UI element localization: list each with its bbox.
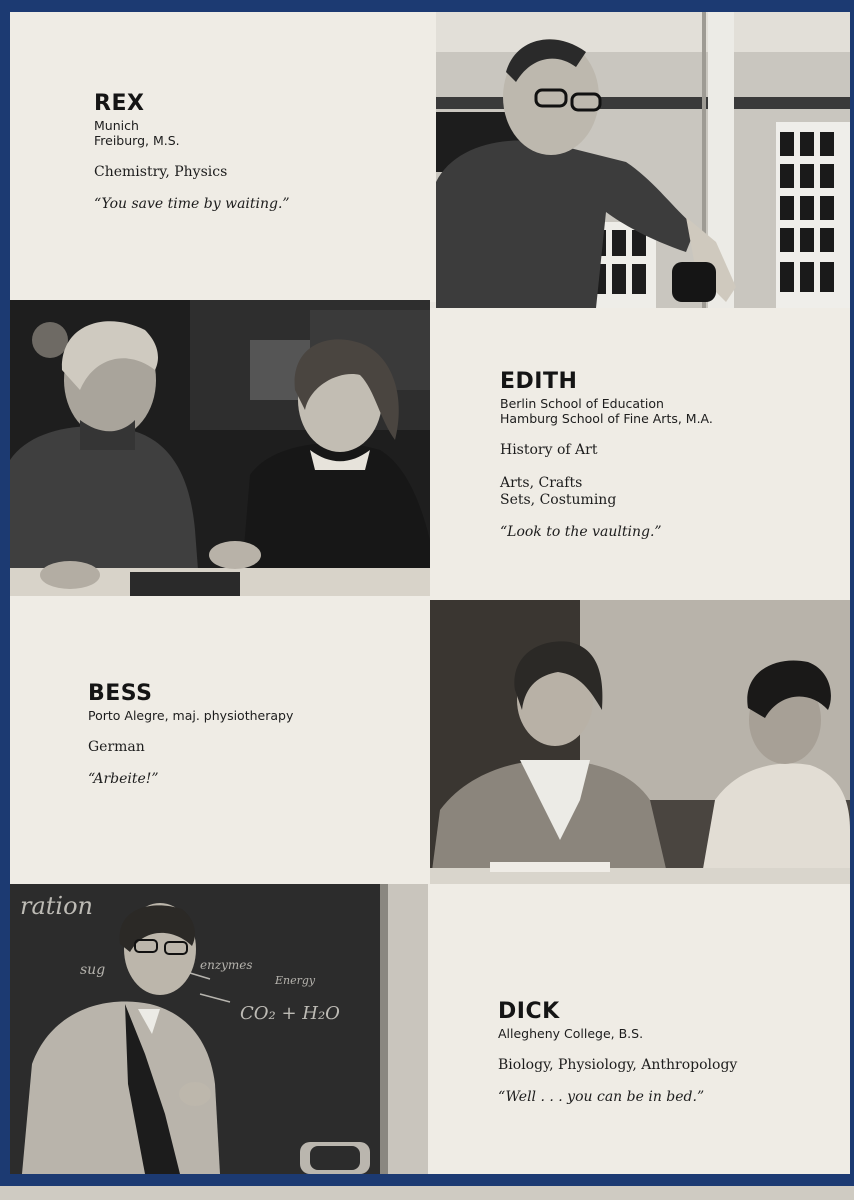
teacher-detail: Hamburg School of Fine Arts, M.A. [500, 411, 713, 426]
bess-text-panel [10, 596, 430, 884]
rex-text-panel [10, 12, 436, 302]
yearbook-page [10, 12, 850, 1174]
teacher-quote: “Well . . . you can be in bed.” [498, 1089, 705, 1105]
blackboard-text: Energy [275, 974, 316, 987]
teacher-subjects: Arts, Crafts [500, 475, 583, 491]
edith-text-panel [430, 308, 850, 600]
teacher-quote: “Arbeite!” [88, 771, 159, 787]
teacher-name: BESS [88, 681, 153, 706]
bess-photo-image [430, 600, 850, 886]
dick-text-panel [428, 884, 850, 1174]
teacher-subjects: Sets, Costuming [500, 492, 617, 508]
teacher-subjects: History of Art [500, 442, 598, 458]
teacher-name: EDITH [500, 369, 578, 394]
blackboard-text: enzymes [200, 958, 253, 972]
teacher-subjects: Biology, Physiology, Anthropology [498, 1057, 738, 1073]
rex-photo-image [436, 12, 850, 308]
teacher-subjects: German [88, 739, 145, 755]
blackboard-text: CO₂ + H₂O [240, 1003, 340, 1024]
page-bottom-edge [0, 1186, 854, 1200]
dick-photo [10, 884, 428, 1174]
teacher-detail: Berlin School of Education [500, 396, 664, 411]
rex-photo [436, 12, 850, 308]
bess-photo [430, 600, 850, 886]
edith-photo [10, 300, 430, 596]
edith-photo-image [10, 300, 430, 596]
teacher-detail: Porto Alegre, maj. physiotherapy [88, 708, 294, 723]
teacher-detail: Allegheny College, B.S. [498, 1026, 644, 1041]
teacher-detail: Munich [94, 118, 139, 133]
dick-photo-image [10, 884, 428, 1174]
teacher-name: DICK [498, 999, 560, 1024]
teacher-quote: “Look to the vaulting.” [500, 524, 662, 540]
teacher-subjects: Chemistry, Physics [94, 164, 228, 180]
blackboard-text: ration [20, 892, 94, 920]
teacher-quote: “You save time by waiting.” [94, 196, 290, 212]
teacher-detail: Freiburg, M.S. [94, 133, 180, 148]
teacher-name: REX [94, 91, 145, 116]
blackboard-text: sug [80, 962, 106, 978]
